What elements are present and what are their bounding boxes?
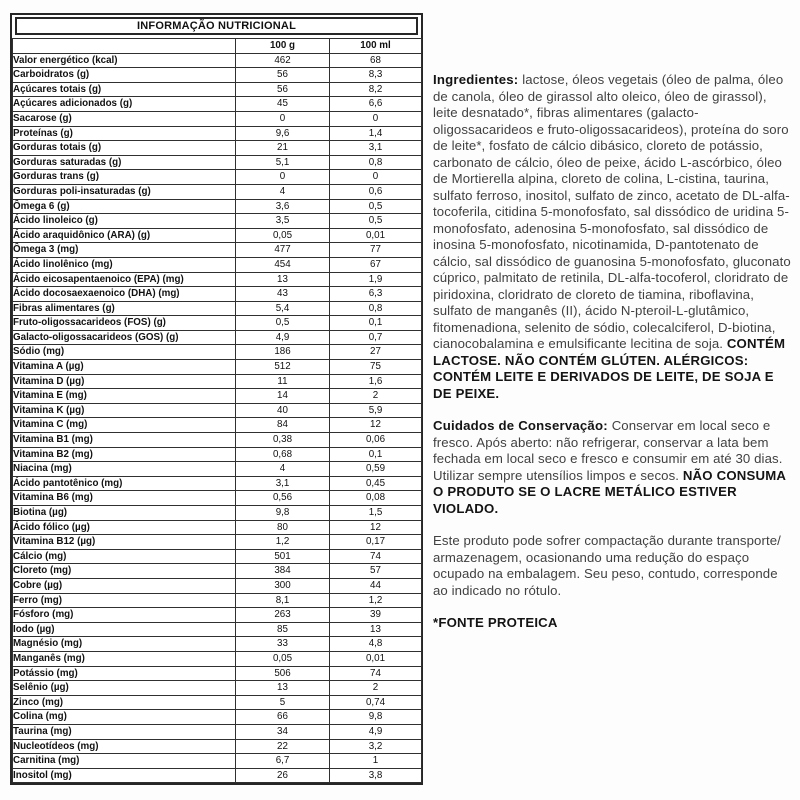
table-row	[13, 257, 422, 272]
row-label: Taurina (mg)	[13, 724, 236, 739]
table-row	[13, 68, 422, 83]
row-value-100g: 384	[236, 564, 330, 579]
row-value-100ml: 3,8	[330, 768, 422, 783]
row-label: Ferro (mg)	[13, 593, 236, 608]
header-100ml: 100 ml	[330, 39, 422, 54]
table-row	[13, 345, 422, 360]
row-value-100g: 263	[236, 608, 330, 623]
row-value-100ml: 1,2	[330, 593, 422, 608]
row-value-100ml: 8,3	[330, 68, 422, 83]
row-value-100ml: 0,08	[330, 491, 422, 506]
row-value-100ml: 1,4	[330, 126, 422, 141]
row-label: Gorduras trans (g)	[13, 170, 236, 185]
row-label: Vitamina E (mg)	[13, 389, 236, 404]
row-value-100g: 477	[236, 243, 330, 258]
row-value-100g: 66	[236, 710, 330, 725]
row-value-100ml: 0,8	[330, 301, 422, 316]
row-value-100g: 3,6	[236, 199, 330, 214]
row-value-100g: 21	[236, 141, 330, 156]
row-value-100ml: 13	[330, 622, 422, 637]
row-value-100g: 4	[236, 184, 330, 199]
table-row	[13, 360, 422, 375]
row-value-100ml: 1,5	[330, 506, 422, 521]
bold-text-segment: Ingredientes:	[433, 72, 523, 87]
row-value-100g: 40	[236, 403, 330, 418]
row-label: Fibras alimentares (g)	[13, 301, 236, 316]
table-row	[13, 374, 422, 389]
table-row	[13, 418, 422, 433]
row-label: Zinco (mg)	[13, 695, 236, 710]
row-value-100ml: 0,1	[330, 316, 422, 331]
row-value-100g: 506	[236, 666, 330, 681]
table-row	[13, 170, 422, 185]
row-label: Sacarose (g)	[13, 111, 236, 126]
row-label: Gorduras poli-insaturadas (g)	[13, 184, 236, 199]
row-value-100g: 186	[236, 345, 330, 360]
row-label: Iodo (µg)	[13, 622, 236, 637]
row-value-100g: 501	[236, 549, 330, 564]
row-label: Nucleotídeos (mg)	[13, 739, 236, 754]
table-row	[13, 754, 422, 769]
row-label: Fósforo (mg)	[13, 608, 236, 623]
row-label: Fruto-oligossacarideos (FOS) (g)	[13, 316, 236, 331]
info-panel	[433, 72, 795, 648]
table-row	[13, 447, 422, 462]
row-value-100ml: 5,9	[330, 403, 422, 418]
row-value-100g: 22	[236, 739, 330, 754]
bold-text-segment: *FONTE PROTEICA	[433, 615, 558, 630]
table-row	[13, 535, 422, 550]
row-label: Inositol (mg)	[13, 768, 236, 783]
nutrition-table	[10, 13, 423, 785]
row-value-100ml: 75	[330, 360, 422, 375]
row-value-100g: 56	[236, 68, 330, 83]
row-value-100ml: 44	[330, 578, 422, 593]
table-row	[13, 141, 422, 156]
row-value-100ml: 0	[330, 111, 422, 126]
row-value-100ml: 6,3	[330, 287, 422, 302]
bold-text-segment: NÃO CONSUMA O PRODUTO SE O LACRE METÁLICO ESTIVER VIOLADO.	[433, 467, 786, 516]
row-value-100g: 8,1	[236, 593, 330, 608]
row-value-100ml: 0,7	[330, 330, 422, 345]
row-value-100ml: 0,74	[330, 695, 422, 710]
row-value-100ml: 0,5	[330, 214, 422, 229]
row-label: Selênio (µg)	[13, 681, 236, 696]
row-value-100g: 9,6	[236, 126, 330, 141]
row-label: Gorduras saturadas (g)	[13, 155, 236, 170]
row-label: Vitamina B2 (mg)	[13, 447, 236, 462]
row-value-100ml: 3,1	[330, 141, 422, 156]
table-row	[13, 155, 422, 170]
row-label: Carboidratos (g)	[13, 68, 236, 83]
row-value-100ml: 0,59	[330, 462, 422, 477]
row-value-100ml: 1,6	[330, 374, 422, 389]
row-label: Vitamina D (µg)	[13, 374, 236, 389]
row-label: Galacto-oligossacarideos (GOS) (g)	[13, 330, 236, 345]
row-label: Ácido linolênico (mg)	[13, 257, 236, 272]
table-row	[13, 272, 422, 287]
table-row	[13, 243, 422, 258]
table-row	[13, 287, 422, 302]
nutrition-grid	[12, 38, 422, 783]
row-value-100ml: 2	[330, 681, 422, 696]
table-row	[13, 506, 422, 521]
table-row	[13, 608, 422, 623]
row-value-100g: 84	[236, 418, 330, 433]
row-value-100g: 0	[236, 170, 330, 185]
row-value-100g: 3,5	[236, 214, 330, 229]
row-value-100ml: 0,01	[330, 228, 422, 243]
row-label: Vitamina B12 (µg)	[13, 535, 236, 550]
row-value-100g: 13	[236, 681, 330, 696]
row-value-100g: 85	[236, 622, 330, 637]
row-value-100g: 11	[236, 374, 330, 389]
table-row	[13, 520, 422, 535]
row-value-100g: 43	[236, 287, 330, 302]
row-label: Biotina (µg)	[13, 506, 236, 521]
bold-text-segment: Cuidados de Conservação:	[433, 418, 612, 433]
row-value-100ml: 0,17	[330, 535, 422, 550]
table-row	[13, 82, 422, 97]
row-value-100g: 454	[236, 257, 330, 272]
row-value-100g: 33	[236, 637, 330, 652]
row-label: Proteínas (g)	[13, 126, 236, 141]
row-value-100g: 0,05	[236, 228, 330, 243]
paragraph-protein-source-note	[433, 615, 795, 632]
row-value-100g: 0,5	[236, 316, 330, 331]
table-row	[13, 564, 422, 579]
header-100g: 100 g	[236, 39, 330, 54]
row-value-100g: 462	[236, 53, 330, 68]
row-value-100g: 0,05	[236, 651, 330, 666]
row-value-100g: 512	[236, 360, 330, 375]
table-row	[13, 695, 422, 710]
row-value-100ml: 39	[330, 608, 422, 623]
table-row	[13, 666, 422, 681]
table-row	[13, 97, 422, 112]
row-label: Magnésio (mg)	[13, 637, 236, 652]
row-value-100g: 5	[236, 695, 330, 710]
table-row	[13, 491, 422, 506]
table-row	[13, 578, 422, 593]
table-row	[13, 389, 422, 404]
table-row	[13, 739, 422, 754]
row-value-100g: 26	[236, 768, 330, 783]
table-row	[13, 184, 422, 199]
row-label: Ácido eicosapentaenoico (EPA) (mg)	[13, 272, 236, 287]
paragraph-ingredients	[433, 72, 795, 402]
row-value-100g: 0,68	[236, 447, 330, 462]
row-value-100ml: 1,9	[330, 272, 422, 287]
row-label: Açúcares adicionados (g)	[13, 97, 236, 112]
row-value-100ml: 0,45	[330, 476, 422, 491]
row-value-100ml: 9,8	[330, 710, 422, 725]
row-label: Potássio (mg)	[13, 666, 236, 681]
row-label: Niacina (mg)	[13, 462, 236, 477]
table-row	[13, 549, 422, 564]
row-label: Vitamina A (µg)	[13, 360, 236, 375]
row-value-100ml: 0	[330, 170, 422, 185]
row-value-100ml: 0,06	[330, 433, 422, 448]
table-row	[13, 462, 422, 477]
row-label: Ácido linoleico (g)	[13, 214, 236, 229]
row-value-100g: 9,8	[236, 506, 330, 521]
row-label: Ômega 6 (g)	[13, 199, 236, 214]
row-value-100ml: 77	[330, 243, 422, 258]
column-header-row	[13, 39, 422, 54]
row-value-100g: 4	[236, 462, 330, 477]
table-row	[13, 126, 422, 141]
row-value-100g: 56	[236, 82, 330, 97]
table-row	[13, 637, 422, 652]
table-row	[13, 316, 422, 331]
row-value-100g: 5,4	[236, 301, 330, 316]
row-label: Cloreto (mg)	[13, 564, 236, 579]
row-label: Vitamina C (mg)	[13, 418, 236, 433]
row-value-100g: 1,2	[236, 535, 330, 550]
row-value-100g: 14	[236, 389, 330, 404]
row-value-100ml: 0,6	[330, 184, 422, 199]
row-value-100ml: 74	[330, 549, 422, 564]
nutrition-table-title: INFORMAÇÃO NUTRICIONAL	[15, 17, 418, 35]
table-row	[13, 330, 422, 345]
row-value-100g: 0,56	[236, 491, 330, 506]
row-label: Gorduras totais (g)	[13, 141, 236, 156]
row-value-100ml: 3,2	[330, 739, 422, 754]
row-value-100g: 13	[236, 272, 330, 287]
row-value-100g: 34	[236, 724, 330, 739]
table-row	[13, 724, 422, 739]
row-value-100ml: 12	[330, 520, 422, 535]
row-value-100ml: 8,2	[330, 82, 422, 97]
text-segment: lactose, óleos vegetais (óleo de palma, óleo de canola, óleo de girassol alto oleico, óleo de girassol), leite desnatado*, fibras alimentares (galacto-oligossacarideos e fruto-oligossacarideos), proteína do soro de leite*, fosfato de cálcio dibásico, cloreto de potássio, carbonato de cálcio, óleo de peixe, ácido L-ascórbico, óleo de Mortierella alpina, cloreto de colina, L-cistina, taurina, sulfato ferroso, inositol, sulfato de zinco, acetato de DL-alfa-tocoferila, citidina 5-monofosfato, sal dissódico de uridina 5-monofosfato, adenosina 5-monofosfato, sal dissódico de inosina 5-monofosfato, nicotinamida, D-pantotenato de cálcio, sal dissódico de guanosina 5-monofosfato, gluconato cúprico, palmitato de retinila, DL-alfa-tocoferol, cloridrato de piridoxina, cloridrato de cloreto de tiamina, riboflavina, sulfato de manganês (II), ácido N-pteroil-L-glutâmico, fitomenadiona, selenito de sódio, colecalciferol, D-biotina, cianocobalamina e emulsificante lecitina de soja.	[433, 72, 791, 351]
row-label: Vitamina B6 (mg)	[13, 491, 236, 506]
table-row	[13, 301, 422, 316]
row-label: Vitamina B1 (mg)	[13, 433, 236, 448]
row-label: Carnitina (mg)	[13, 754, 236, 769]
row-value-100ml: 12	[330, 418, 422, 433]
table-row	[13, 593, 422, 608]
row-value-100ml: 0,1	[330, 447, 422, 462]
table-row	[13, 622, 422, 637]
row-label: Valor energético (kcal)	[13, 53, 236, 68]
row-label: Ômega 3 (mg)	[13, 243, 236, 258]
table-row	[13, 228, 422, 243]
row-label: Ácido docosaexaenoico (DHA) (mg)	[13, 287, 236, 302]
table-row	[13, 53, 422, 68]
row-value-100ml: 4,8	[330, 637, 422, 652]
row-value-100ml: 0,5	[330, 199, 422, 214]
row-value-100g: 0,38	[236, 433, 330, 448]
row-label: Ácido araquidônico (ARA) (g)	[13, 228, 236, 243]
row-value-100ml: 6,6	[330, 97, 422, 112]
table-row	[13, 710, 422, 725]
row-value-100ml: 0,01	[330, 651, 422, 666]
row-label: Açúcares totais (g)	[13, 82, 236, 97]
table-row	[13, 681, 422, 696]
text-segment: Conservar em local seco e fresco. Após aberto: não refrigerar, conservar a lata bem fechada em local seco e fresco e consumir em até 30 dias. Utilizar sempre utensílios limpos e secos.	[433, 418, 783, 483]
table-row	[13, 768, 422, 783]
row-value-100ml: 57	[330, 564, 422, 579]
row-label: Manganês (mg)	[13, 651, 236, 666]
text-segment: Este produto pode sofrer compactação durante transporte/ armazenagem, ocasionando uma redução do espaço ocupado na embalagem. Seu peso, contudo, corresponde ao indicado no rótulo.	[433, 533, 781, 598]
table-row	[13, 111, 422, 126]
header-empty-cell	[13, 39, 236, 54]
row-value-100ml: 1	[330, 754, 422, 769]
row-value-100g: 5,1	[236, 155, 330, 170]
row-value-100g: 80	[236, 520, 330, 535]
table-row	[13, 433, 422, 448]
row-value-100g: 4,9	[236, 330, 330, 345]
paragraph-compaction-note	[433, 533, 795, 599]
row-value-100ml: 2	[330, 389, 422, 404]
row-value-100g: 3,1	[236, 476, 330, 491]
row-value-100g: 45	[236, 97, 330, 112]
row-label: Cobre (µg)	[13, 578, 236, 593]
bold-text-segment: CONTÉM LACTOSE. NÃO CONTÉM GLÚTEN. ALÉRGICOS: CONTÉM LEITE E DERIVADOS DE LEITE, DE SOJA E DE PEIXE.	[433, 336, 786, 401]
paragraph-conservation	[433, 418, 795, 517]
row-value-100g: 6,7	[236, 754, 330, 769]
row-label: Sódio (mg)	[13, 345, 236, 360]
table-row	[13, 403, 422, 418]
row-value-100ml: 0,8	[330, 155, 422, 170]
row-value-100ml: 67	[330, 257, 422, 272]
row-label: Ácido fólico (µg)	[13, 520, 236, 535]
row-label: Cálcio (mg)	[13, 549, 236, 564]
row-label: Vitamina K (µg)	[13, 403, 236, 418]
table-row	[13, 214, 422, 229]
row-label: Colina (mg)	[13, 710, 236, 725]
row-label: Ácido pantotênico (mg)	[13, 476, 236, 491]
row-value-100ml: 74	[330, 666, 422, 681]
table-row	[13, 476, 422, 491]
row-value-100ml: 27	[330, 345, 422, 360]
table-row	[13, 199, 422, 214]
row-value-100ml: 4,9	[330, 724, 422, 739]
table-row	[13, 651, 422, 666]
row-value-100g: 300	[236, 578, 330, 593]
row-value-100ml: 68	[330, 53, 422, 68]
row-value-100g: 0	[236, 111, 330, 126]
